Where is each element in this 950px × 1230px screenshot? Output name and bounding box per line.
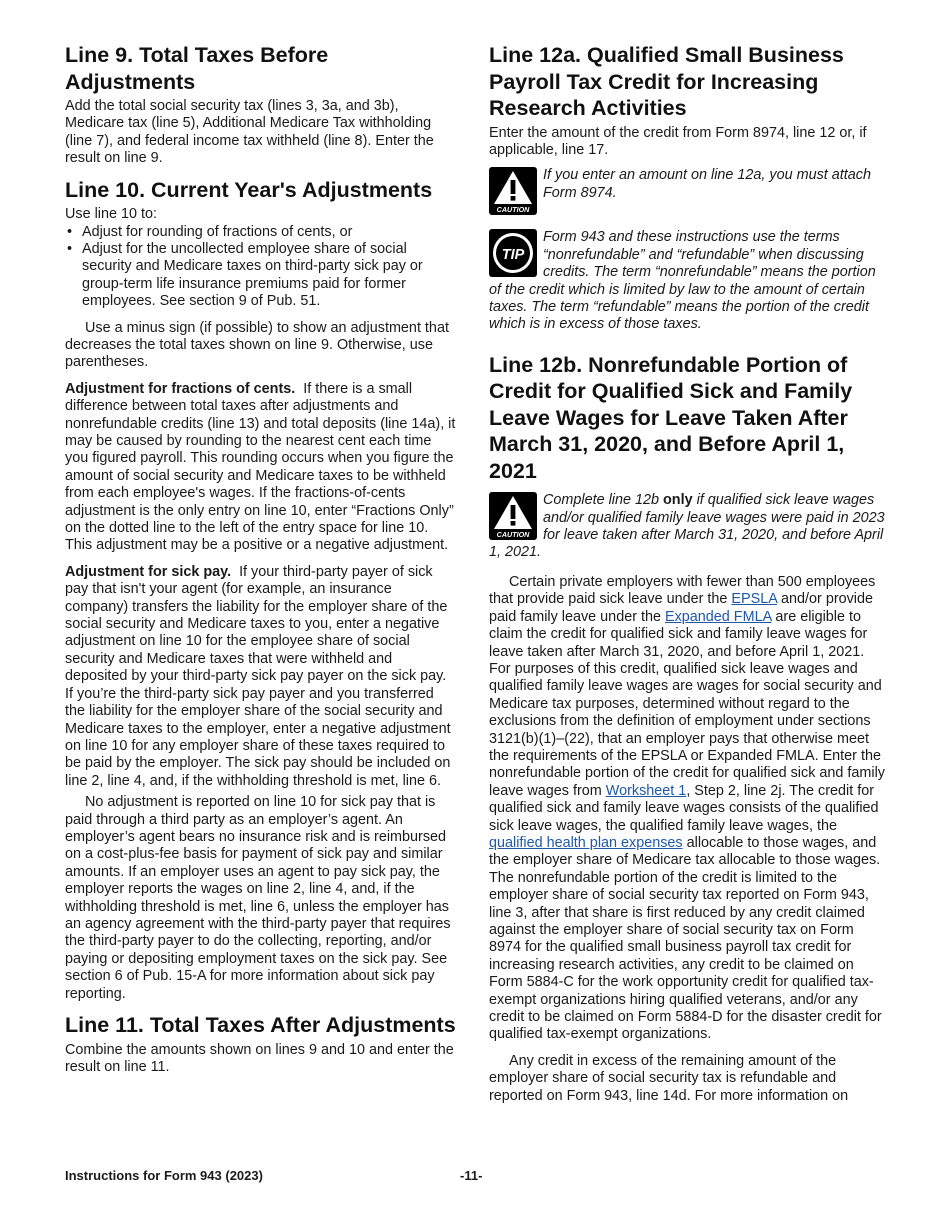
line12a-heading: Line 12a. Qualified Small Business Payroll Tax Credit for Increasing Research Activities — [489, 43, 844, 120]
sickpay-paragraph — [65, 564, 457, 790]
line9-body: Add the total social security tax (lines 3, 3a, and 3b), Medicare tax (line 5), Additional Medicare Tax withholding (line 7), and federal income tax withheld (line 8). Enter the result on line 9. — [65, 98, 434, 167]
line12b-text: , Step 2, line 2j. The credit for qualified sick and family leave wages consists of the qualified sick leave wages, the qualified family leave wages, the — [489, 782, 879, 834]
sickpay-runin-head: Adjustment for sick pay. — [65, 563, 232, 580]
line11-heading: Line 11. Total Taxes After Adjustments — [65, 1013, 456, 1037]
caution-icon-label: CAUTION — [496, 205, 530, 215]
line12b-text: and/or provide paid family leave under the — [489, 591, 874, 625]
caution-text-12a: If you enter an amount on line 12a, you must attach Form 8974. — [543, 167, 871, 201]
minus-sign-paragraph: Use a minus sign (if possible) to show an adjustment that decreases the total taxes shown on line 9. Otherwise, use parentheses. — [65, 319, 449, 371]
line11-body: Combine the amounts shown on lines 9 and 10 and enter the result on line 11. — [65, 1041, 454, 1075]
caution-text-12b-bold: only — [663, 492, 693, 509]
footer-page-number: -11- — [460, 1168, 483, 1183]
line9-heading: Line 9. Total Taxes Before Adjustments — [65, 43, 329, 94]
tip-note — [489, 229, 885, 333]
line12b-text: are eligible to claim the credit for qualified sick and family leave wages for leave taken after March 31, 2020, and before April 1, 2021. For purposes of this credit, qualified sick leave wages and qualified family leave wages are wages for social security and Medicare tax purposes, determined without regard to the exclusions from the definition of employment under sections 3121(b)(1)–(22), that an employer pays that otherwise meet the requirements of the EPSLA or Expanded FMLA. Enter the nonrefundable portion of the credit for qualified sick and family leave wages from — [489, 608, 885, 799]
line12b-heading: Line 12b. Nonrefundable Portion of Credit for Qualified Sick and Family Leave Wages for Leave Taken After March 31, 2020, and Before April 1, 2021 — [489, 352, 853, 483]
list-item: • Adjust for rounding of fractions of cents, or — [65, 224, 457, 241]
expanded-fmla-link[interactable]: Expanded FMLA — [665, 608, 772, 625]
line10-heading: Line 10. Current Year's Adjustments — [65, 177, 433, 202]
list-item: • Adjust for the uncollected employee share of social security and Medicare taxes on third-party sick pay or group-term life insurance premiums paid for former employees. See section 9 of Pub. 51. — [65, 241, 457, 311]
fractions-body: If there is a small difference between total taxes after adjustments and nonrefundable credits (line 13) and total deposits (line 14a), it may be caused by rounding to the nearest cent each time you figured payroll. This rounding occurs when you figure the amount of social security and Medicare taxes to be withheld from each employee's wages. If the fractions-of-cents adjustment is the only entry on line 10, enter “Fractions Only” on the dotted line to the left of the entry space for line 10. This adjustment may be a positive or a negative adjustment. — [65, 380, 456, 554]
epsla-link[interactable]: EPSLA — [731, 591, 778, 608]
right-column — [489, 42, 885, 1114]
qualified-health-plan-expenses-link[interactable]: qualified health plan expenses — [489, 834, 683, 851]
tip-text: Form 943 and these instructions use the terms “nonrefundable” and “refundable” when discussing credits. The term “nonrefundable” means the portion of the credit which is limited by law to the amount of certain taxes. The term “refundable” means the portion of the credit which is in excess of those taxes. — [489, 229, 876, 333]
line10-intro: Use line 10 to: — [65, 206, 157, 223]
tip-icon — [489, 229, 539, 279]
caution-icon — [489, 167, 539, 217]
caution-icon — [489, 492, 539, 542]
caution-icon-label: CAUTION — [496, 530, 530, 540]
caution-text-12b-pre: Complete line 12b — [543, 492, 663, 509]
line12b-paragraph-2: Any credit in excess of the remaining amount of the employer share of social security tax is refundable and reported on Form 943, line 14d. For more information on — [489, 1052, 849, 1104]
left-column — [65, 42, 457, 1085]
sickpay-body: If your third-party payer of sick pay that isn't your agent (for example, an insurance company) transfers the liability for the employer share of the social security and Medicare taxes to you, enter a negative adjustment on line 10 for the employee share of social security and Medicare taxes that were withheld and deposited by your third-party sick pay payer on the sick pay. If you’re the third-party sick pay payer and you transferred the liability for the employer share of the social security and Medicare taxes to the employer, enter a negative adjustment on line 10 for any employer share of these taxes required to be paid by the employer. The sick pay should be included on line 2, line 4, and, if the withholding threshold is met, line 6. — [65, 563, 451, 789]
tip-icon-label: TIP — [501, 247, 525, 264]
caution-text-12b-post: if qualified sick leave wages and/or qualified family leave wages were paid in 2023 for leave taken after March 31, 2020, and before April 1, 2021. — [489, 492, 885, 561]
line12b-text: allocable to those wages, and the employer share of Medicare tax allocable to those wages. The nonrefundable portion of the credit is limited to the employer share of social security tax reported on Form 943, line 3, after that share is first reduced by any credit claimed against the employer share of social security tax on Form 8974 for the qualified small business payroll tax credit for increasing research activities, any credit to be claimed on Form 5884-C for the work opportunity credit for qualified tax-exempt organizations hiring qualified veterans, and/or any credit to be claimed on Form 5884-D for the disaster credit for qualified tax-exempt organizations. — [489, 834, 882, 1043]
line12b-paragraph-1 — [489, 574, 885, 1044]
fractions-paragraph — [65, 381, 457, 555]
line10-bullet-list — [65, 224, 457, 311]
line12b-text: Certain private employers with fewer than 500 employees that provide paid sick leave under the — [489, 573, 876, 608]
footer-form-name: Instructions for Form 943 (2023) — [65, 1168, 263, 1183]
no-adjustment-paragraph: No adjustment is reported on line 10 for sick pay that is paid through a third party as an employer’s agent. An employer’s agent bears no insurance risk and is reimbursed on a cost-plus-fee basis for payment of sick pay and similar amounts. If an employer uses an agent to pay sick pay, the employer reports the wages on line 2, line 4, and, if the withholding threshold is met, line 6, unless the employer has an agency agreement with the third-party payer that requires the third-party payer to do the collecting, reporting, and/or paying or depositing employment taxes on the sick pay. See section 6 of Pub. 15-A for more information about sick pay reporting. — [65, 794, 451, 1002]
line12a-body: Enter the amount of the credit from Form 8974, line 12 or, if applicable, line 17. — [489, 124, 867, 158]
worksheet-1-link[interactable]: Worksheet 1 — [605, 782, 687, 799]
caution-note-12a — [489, 167, 885, 217]
fractions-runin-head: Adjustment for fractions of cents. — [65, 380, 296, 397]
caution-note-12b — [489, 492, 885, 562]
